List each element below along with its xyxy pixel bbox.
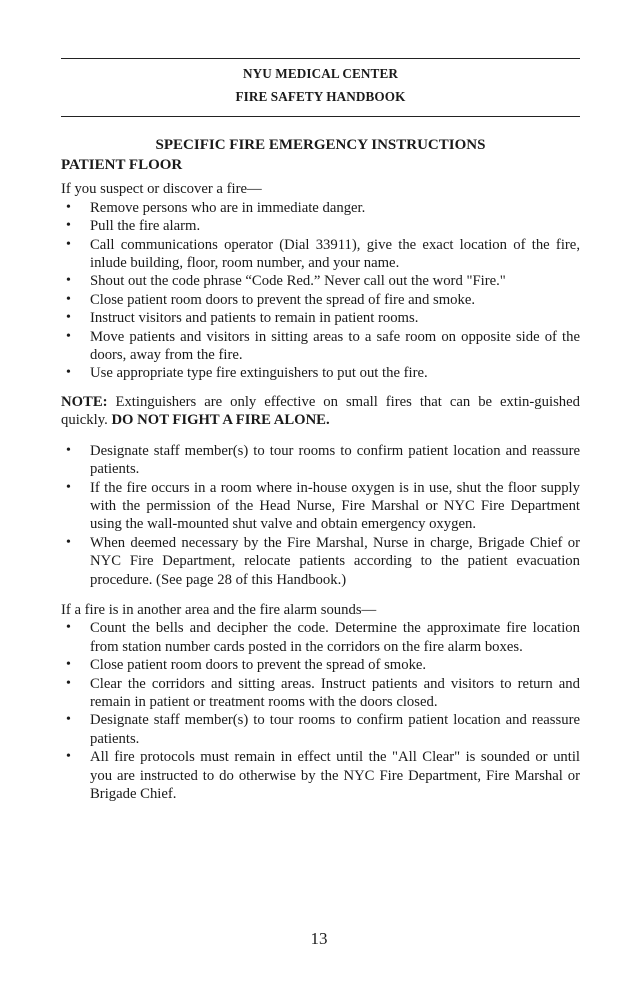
note-text: Extinguishers are only effective on small fires that can be extin-guished quickly. — [61, 393, 580, 429]
section-title: SPECIFIC FIRE EMERGENCY INSTRUCTIONS — [155, 137, 486, 153]
list-item-text: Clear the corridors and sitting areas. Instruct patients and visitors to return and remain in patient or treatment rooms with the doors closed. — [90, 675, 580, 710]
bullet-icon: • — [66, 310, 71, 326]
list-item-text: Designate staff member(s) to tour rooms to confirm patient location and reassure patients. — [90, 712, 580, 747]
list-item-text: Use appropriate type fire extinguishers to put out the fire. — [90, 365, 428, 382]
bullet-icon: • — [66, 218, 71, 234]
list-item — [61, 291, 580, 309]
bullet-icon: • — [66, 365, 71, 381]
note-emphasis: DO NOT FIGHT A FIRE ALONE. — [111, 412, 330, 429]
list-item — [61, 479, 580, 534]
bullet-icon: • — [66, 328, 71, 344]
block1-list — [61, 199, 580, 383]
list-item — [61, 675, 580, 712]
bullet-icon: • — [66, 442, 71, 458]
list-item-text: Close patient room doors to prevent the spread of smoke. — [90, 657, 427, 674]
list-item — [61, 236, 580, 273]
note-label: NOTE: — [61, 393, 108, 410]
list-item-text: Call communications operator (Dial 33911), give the exact location of the fire, inlude building, floor, room number, and your name. — [90, 236, 580, 272]
page-content — [61, 136, 580, 803]
list-item — [61, 199, 580, 217]
list-item — [61, 217, 580, 235]
block3-list — [61, 619, 580, 803]
list-item — [61, 309, 580, 327]
bullet-icon: • — [66, 657, 71, 673]
list-item-text: Pull the fire alarm. — [90, 218, 201, 235]
list-item-text: Designate staff member(s) to tour rooms to confirm patient location and reassure patients. — [90, 442, 580, 478]
list-item-text: Count the bells and decipher the code. Determine the approximate fire location from station number cards posted in the corridors on the fire alarm boxes. — [90, 620, 580, 655]
bullet-icon: • — [66, 199, 71, 215]
bullet-icon: • — [66, 620, 71, 636]
list-item-text: All fire protocols must remain in effect until the "All Clear" is sounded or until you are instructed to do otherwise by the NYC Fire Department, Fire Marshal or Brigade Chief. — [90, 749, 580, 802]
list-item-text: Move patients and visitors in sitting areas to a safe room on opposite side of the doors, away from the fire. — [90, 328, 580, 364]
bullet-icon: • — [66, 675, 71, 691]
list-item-text: Remove persons who are in immediate danger. — [90, 199, 366, 216]
bullet-icon: • — [66, 749, 71, 765]
bullet-icon: • — [66, 534, 71, 550]
list-item — [61, 748, 580, 803]
bullet-icon: • — [66, 236, 71, 252]
list-item — [61, 442, 580, 479]
note-paragraph — [61, 393, 580, 430]
subhead-patient-floor: PATIENT FLOOR — [61, 157, 183, 174]
list-item — [61, 534, 580, 589]
list-item — [61, 328, 580, 365]
list-item — [61, 619, 580, 656]
bullet-icon: • — [66, 712, 71, 728]
bullet-icon: • — [66, 273, 71, 289]
page-number: 13 — [310, 929, 328, 948]
list-item-text: Close patient room doors to prevent the spread of fire and smoke. — [90, 291, 476, 308]
handbook-title: FIRE SAFETY HANDBOOK — [235, 89, 406, 104]
header-bottom-rule — [61, 116, 580, 117]
list-item-text: Instruct visitors and patients to remain in patient rooms. — [90, 310, 419, 327]
block3-intro: If a fire is in another area and the fire alarm sounds— — [61, 601, 377, 618]
block2-list — [61, 442, 580, 589]
list-item — [61, 364, 580, 382]
header-top-rule — [61, 58, 580, 59]
list-item — [61, 711, 580, 748]
list-item — [61, 656, 580, 674]
bullet-icon: • — [66, 479, 71, 495]
bullet-icon: • — [66, 291, 71, 307]
list-item-text: If the fire occurs in a room where in-house oxygen is in use, shut the floor supply with the permission of the Head Nurse, Fire Marshal or NYC Fire Department using the wall-mounted shut valve and obtain emergency oxygen. — [90, 479, 580, 533]
list-item-text: When deemed necessary by the Fire Marshal, Nurse in charge, Brigade Chief or NYC Fire Department, relocate patients according to the patient evacuation procedure. (See page 28 of this Handbook.) — [90, 534, 580, 588]
block1-intro: If you suspect or discover a fire— — [61, 181, 262, 198]
list-item-text: Shout out the code phrase “Code Red.” Never call out the word "Fire." — [90, 273, 506, 290]
handbook-org-title: NYU MEDICAL CENTER — [243, 66, 398, 81]
list-item — [61, 272, 580, 290]
